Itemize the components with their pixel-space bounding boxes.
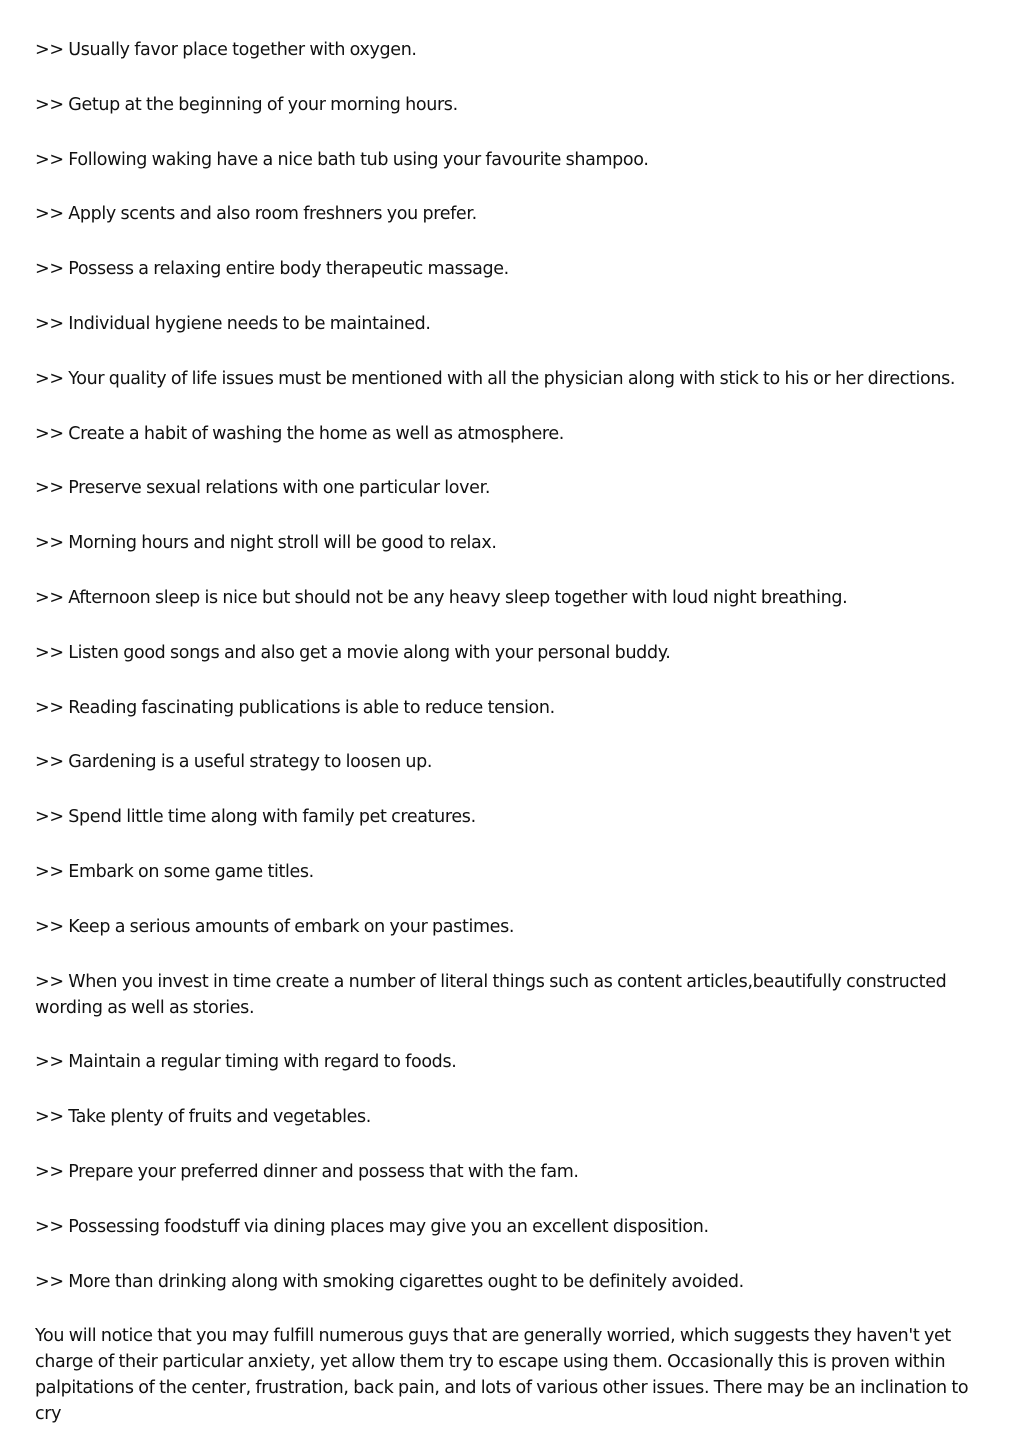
tip-item: >> Create a habit of washing the home as well as atmosphere. — [35, 423, 564, 444]
tip-item: >> Gardening is a useful strategy to loosen up. — [35, 752, 433, 773]
tip-item: >> Your quality of life issues must be mentioned with all the physician along with stick to his or her directions. — [35, 368, 956, 389]
tip-item: >> Take plenty of fruits and vegetables. — [35, 1107, 372, 1128]
tip-item: >> Reading fascinating publications is able to reduce tension. — [35, 697, 555, 718]
tip-item: >> Keep a serious amounts of embark on your pastimes. — [35, 916, 515, 937]
tip-item: >> Following waking have a nice bath tub using your favourite shampoo. — [35, 149, 649, 170]
tip-item: >> Afternoon sleep is nice but should not be any heavy sleep together with loud night breathing. — [35, 587, 848, 608]
tip-item: >> Usually favor place together with oxygen. — [35, 40, 417, 60]
tip-item: >> Possess a relaxing entire body therapeutic massage. — [35, 259, 509, 280]
tip-item: >> Listen good songs and also get a movie along with your personal buddy. — [35, 642, 671, 663]
tip-item: >> Preserve sexual relations with one particular lover. — [35, 478, 491, 499]
tips-list — [35, 37, 994, 1295]
tip-item: >> More than drinking along with smoking cigarettes ought to be definitely avoided. — [35, 1271, 744, 1292]
closing-paragraph: You will notice that you may fulfill numerous guys that are generally worried, which suggests they haven't yet charge of their particular anxiety, yet allow them try to escape using them. Occasionally this is proven within palpitations of the center, frustration, back pain, and lots of various other issues. There may be an inclination to cry — [35, 1326, 969, 1425]
tip-item: >> Apply scents and also room freshners you prefer. — [35, 204, 477, 225]
tip-item: >> Possessing foodstuff via dining places may give you an excellent disposition. — [35, 1216, 709, 1237]
tip-item: >> Maintain a regular timing with regard to foods. — [35, 1052, 457, 1073]
tip-item: >> Spend little time along with family pet creatures. — [35, 807, 476, 828]
tip-item: >> Embark on some game titles. — [35, 861, 314, 882]
tip-item: >> Getup at the beginning of your morning hours. — [35, 94, 458, 115]
tip-item: >> When you invest in time create a number of literal things such as content articles,beautifully constructed wording as well as stories. — [35, 971, 947, 1018]
tip-item: >> Morning hours and night stroll will be good to relax. — [35, 533, 497, 554]
tip-item: >> Individual hygiene needs to be maintained. — [35, 313, 431, 334]
tip-item: >> Prepare your preferred dinner and possess that with the fam. — [35, 1161, 579, 1182]
